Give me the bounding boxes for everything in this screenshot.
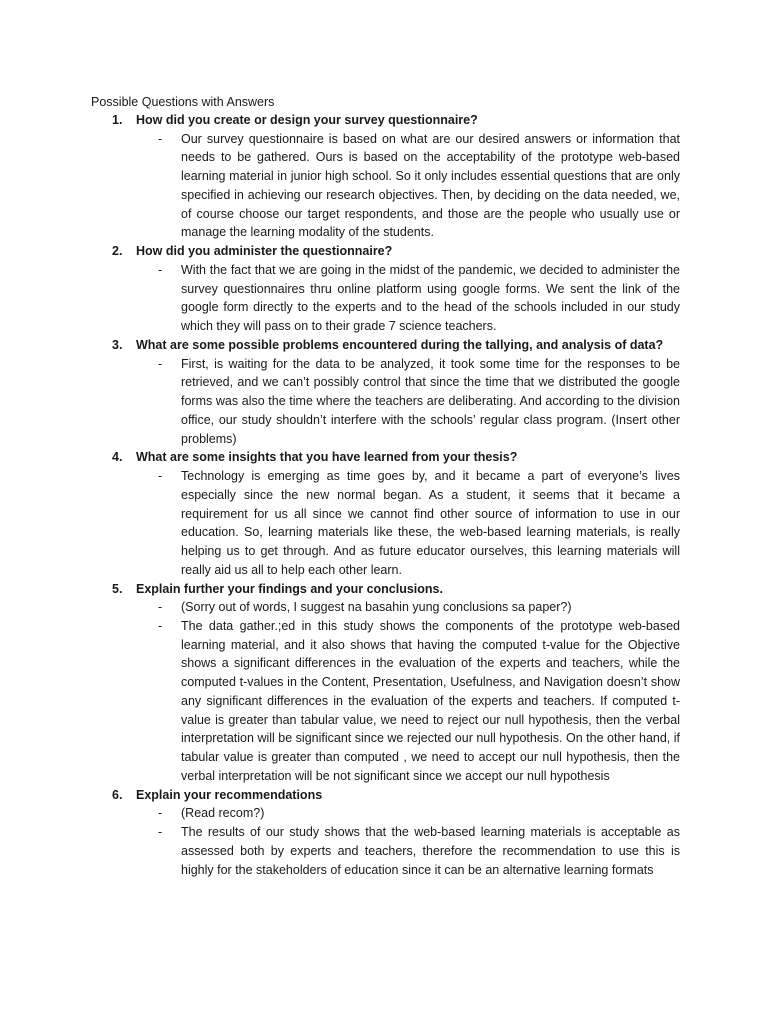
- question-heading: [0, 111, 768, 130]
- answer-list: [0, 804, 768, 879]
- bullet-dash: -: [158, 469, 163, 483]
- answer-item: [0, 804, 768, 823]
- answer-list: [0, 355, 768, 449]
- answer-item: [0, 355, 768, 449]
- question-text: Explain further your findings and your conclusions.: [136, 581, 443, 596]
- answer-text: (Sorry out of words, I suggest na basahin yung conclusions sa paper?): [181, 600, 572, 615]
- answer-item: [0, 261, 768, 336]
- answer-text: With the fact that we are going in the midst of the pandemic, we decided to administer the survey questionnaires thru online platform using google forms. We sent the link of the google form directly to the experts and to the head of the schools included in our study which they will pass on to their grade 7 science teachers.: [181, 262, 680, 334]
- answer-text: Our survey questionnaire is based on what are our desired answers or information that needs to be gathered. Ours is based on the acceptability of the prototype web-based learning material in junior high school. So it only includes essential questions that are only specified in achieving our research objectives. Then, by deciding on the data needed, we, of course choose our target respondents, and those are the people who usually use or manage the learning modality of the students.: [181, 131, 680, 240]
- question-item: [0, 786, 768, 880]
- question-heading: [0, 448, 768, 467]
- question-heading: [0, 580, 768, 599]
- question-number: 2.: [112, 244, 123, 259]
- question-heading: [0, 242, 768, 261]
- question-item: [0, 336, 768, 448]
- bullet-dash: -: [158, 825, 163, 840]
- answer-text: (Read recom?): [181, 806, 265, 821]
- bullet-dash: -: [158, 356, 163, 371]
- answer-item: [0, 467, 768, 580]
- question-heading: [0, 336, 768, 355]
- question-item: [0, 448, 768, 579]
- question-list: [0, 111, 768, 879]
- question-heading: [0, 786, 768, 805]
- bullet-dash: -: [158, 131, 163, 146]
- question-text: How did you create or design your survey questionnaire?: [136, 113, 478, 127]
- answer-item: [0, 617, 768, 786]
- question-number: 3.: [112, 337, 123, 352]
- answer-list: [0, 261, 768, 336]
- question-item: [0, 580, 768, 786]
- question-text: What are some insights that you have learned from your thesis?: [136, 450, 518, 465]
- question-number: 6.: [112, 787, 123, 802]
- answer-text: The data gather.;ed in this study shows the components of the prototype web-based learning material, and it also shows that having the computed t-value for the Objective shows a significant differences in the evaluation of the experts and teachers, while the computed t-values in the Content, Presentation, Usefulness, and Navigation doesn’t show any significant differences in the evaluation of the experts and teachers. If computed t-value is greater than tabular value, we need to reject our null hypothesis, then the verbal interpretation will be significant since we rejected our null hypothesis. On the other hand, if tabular value is greater than computed , we need to accept our null hypothesis, then the verbal interpretation will be not significant since we accept our null hypothesis: [181, 618, 680, 783]
- bullet-dash: -: [158, 600, 163, 615]
- answer-list: [0, 467, 768, 580]
- question-number: 1.: [112, 113, 123, 127]
- answer-text: The results of our study shows that the web-based learning materials is acceptable as assessed both by experts and teachers, therefore the recommendation to use this is highly for the stakeholders of education since it can be an alternative learning formats: [181, 825, 680, 877]
- bullet-dash: -: [158, 262, 163, 277]
- answer-item: [0, 130, 768, 243]
- question-number: 4.: [112, 450, 123, 465]
- question-item: [0, 242, 768, 336]
- question-text: How did you administer the questionnaire?: [136, 244, 393, 259]
- document-title: Possible Questions with Answers: [91, 95, 275, 109]
- answer-item: [0, 598, 768, 617]
- answer-item: [0, 823, 768, 879]
- question-text: Explain your recommendations: [136, 787, 323, 802]
- question-item: [0, 111, 768, 242]
- question-number: 5.: [112, 581, 123, 596]
- answer-text: Technology is emerging as time goes by, and it became a part of everyone’s lives especially since the new normal began. As a student, it seems that it became a requirement for us all since we cannot find other source of information to use in our education. So, learning materials like these, the web-based learning materials, is really helping us to get through. And as future educator ourselves, this learning materials will really aid us all to help each other learn.: [181, 469, 680, 577]
- bullet-dash: -: [158, 618, 163, 633]
- answer-text: First, is waiting for the data to be analyzed, it took some time for the responses to be retrieved, and we can’t possibly control that since the time that we distributed the google forms was also the time where the teachers are deliberating. And according to the division office, our study shouldn’t interfere with the schools’ regular class program. (Insert other problems): [181, 356, 680, 446]
- answer-list: [0, 598, 768, 786]
- question-text: What are some possible problems encountered during the tallying, and analysis of data?: [136, 337, 664, 352]
- bullet-dash: -: [158, 806, 163, 821]
- answer-list: [0, 130, 768, 243]
